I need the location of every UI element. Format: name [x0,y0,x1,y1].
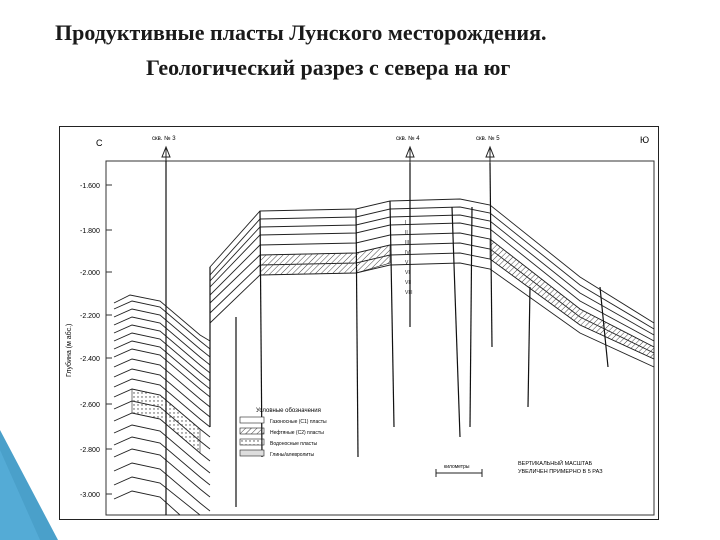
slide-title: Продуктивные пласты Лунского месторождения. [55,20,547,45]
layer-label: I [405,220,407,226]
oil-zone [260,245,390,275]
legend [240,408,327,458]
well-label: скв. № 3 [152,136,176,142]
legend-item: Газоносные (C1) пласты [270,419,327,425]
depth-tick: -1.600 [80,183,100,190]
scale-note: УВЕЛИЧЕН ПРИМЕРНО В 5 РАЗ [518,469,603,475]
section-canvas [60,127,660,521]
slide-subtitle: Геологический разрез с севера на юг [146,55,511,80]
legend-item: Нефтяные (C2) пласты [270,430,324,436]
legend-item: Глины/алевролиты [270,452,315,458]
corner-decoration [0,430,60,540]
depth-tick: -2.400 [80,356,100,363]
oil-zone [490,239,654,359]
depth-axis-label: Глубина (м абс.) [66,323,73,377]
depth-axis [80,183,112,499]
legend-swatch [240,450,264,456]
legend-swatch [240,428,264,434]
layer-label: VII [405,280,412,286]
scale-note: ВЕРТИКАЛЬНЫЙ МАСШТАБ [518,461,593,467]
north-label: С [96,138,103,148]
depth-tick: -3.000 [80,492,100,499]
legend-title: Условные обозначения [256,408,321,414]
south-label: Ю [640,135,650,145]
layer-label: IV [405,250,410,256]
well-label: скв. № 4 [396,136,420,142]
depth-tick: -2.600 [80,402,100,409]
layer-label: VI [405,270,410,276]
layer-label: V [405,260,409,266]
legend-swatch [240,439,264,445]
geologic-section [59,126,659,520]
legend-item: Водоносные пласты [270,441,318,447]
legend-swatch [240,417,264,423]
layer-label: VIII [405,290,413,296]
scale-bar [436,464,482,477]
depth-tick: -2.200 [80,313,100,320]
depth-tick: -2.800 [80,447,100,454]
well-label: скв. № 5 [476,136,500,142]
depth-tick: -2.000 [80,270,100,277]
wells [152,135,500,163]
scale-label: километры [444,464,470,470]
layer-label: II [405,230,408,236]
layer-label: III [405,240,410,246]
depth-tick: -1.800 [80,228,100,235]
